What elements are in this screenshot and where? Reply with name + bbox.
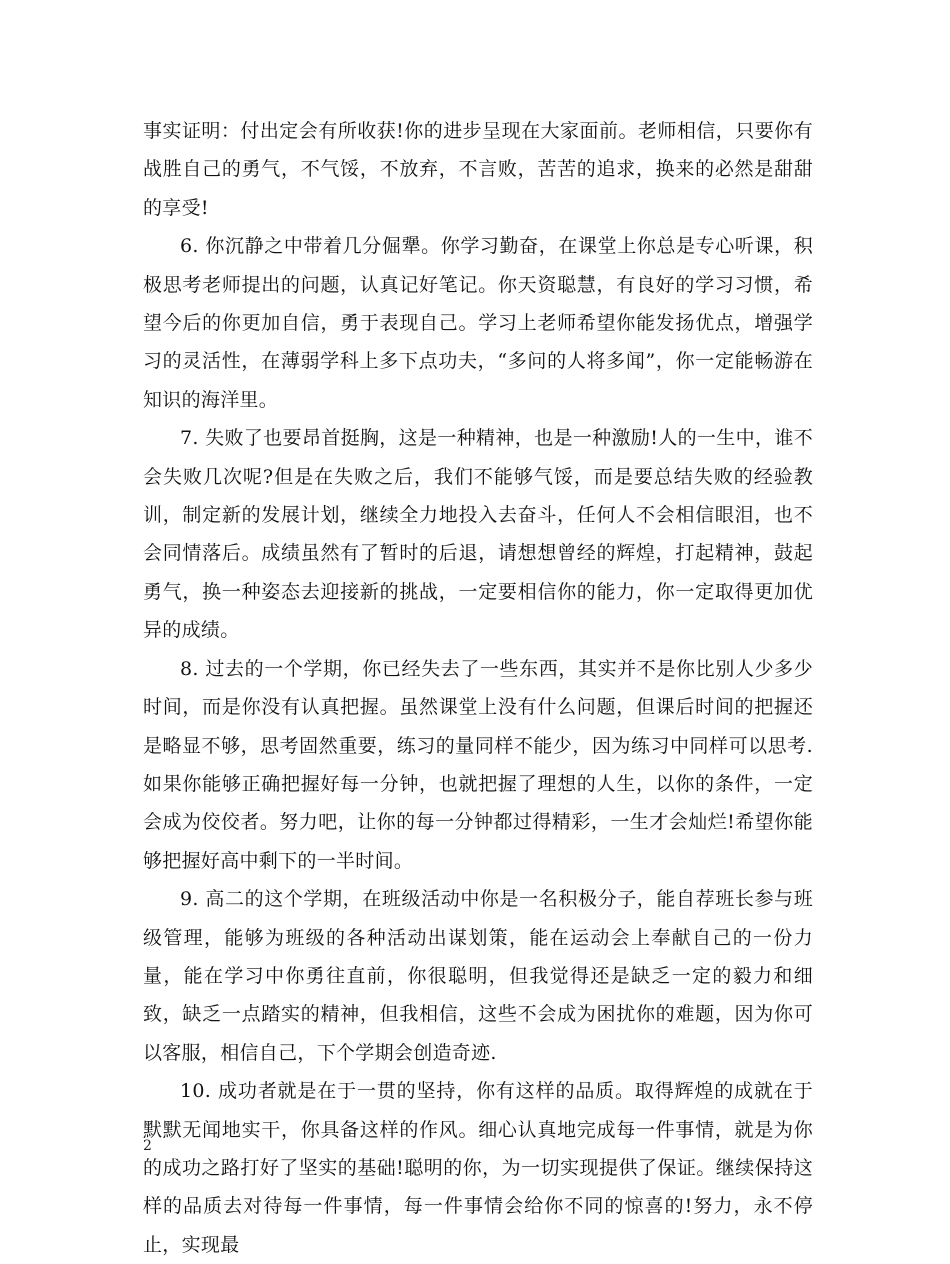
document-body [143, 112, 813, 1264]
paragraph-item-10: 10. 成功者就是在于一贯的坚持，你有这样的品质。取得辉煌的成就在于默默无闻地实干，你具备这样的作风。细心认真地完成每一件事情，就是为你的成功之路打好了坚实的基础!聪明的你，为一切实现提供了保证。继续保持这样的品质去对待每一件事情，每一件事情会给你不同的惊喜的!努力，永不停止，实现最 [143, 1080, 813, 1256]
paragraph-item-9: 9. 高二的这个学期，在班级活动中你是一名积极分子，能自荐班长参与班级管理，能够为班级的各种活动出谋划策，能在运动会上奉献自己的一份力量，能在学习中你勇往直前，你很聪明，但我觉得还是缺乏一定的毅力和细致，缺乏一点踏实的精神，但我相信，这些不会成为困扰你的难题，因为你可以客服，相信自己，下个学期会创造奇迹. [143, 888, 813, 1064]
paragraph-item-6: 6. 你沉静之中带着几分倔犟。你学习勤奋，在课堂上你总是专心听课，积极思考老师提出的问题，认真记好笔记。你天资聪慧，有良好的学习习惯，希望今后的你更加自信，勇于表现自己。学习上老师希望你能发扬优点，增强学习的灵活性，在薄弱学科上多下点功夫，“多问的人将多闻”，你一定能畅游在知识的海洋里。 [143, 235, 813, 411]
paragraph-item-8: 8. 过去的一个学期，你已经失去了一些东西，其实并不是你比别人少多少时间，而是你没有认真把握。虽然课堂上没有什么问题，但课后时间的把握还是略显不够，思考固然重要，练习的量同样不能少，因为练习中同样可以思考.如果你能够正确把握好每一分钟，也就把握了理想的人生，以你的条件，一定会成为佼佼者。努力吧，让你的每一分钟都过得精彩，一生才会灿烂!希望你能够把握好高中剩下的一半时间。 [143, 657, 813, 872]
paragraph-item-7: 7. 失败了也要昂首挺胸，这是一种精神，也是一种激励!人的一生中，谁不会失败几次呢?但是在失败之后，我们不能够气馁，而是要总结失败的经验教训，制定新的发展计划，继续全力地投入去奋斗，任何人不会相信眼泪，也不会同情落后。成绩虽然有了暂时的后退，请想想曾经的辉煌，打起精神，鼓起勇气，换一种姿态去迎接新的挑战，一定要相信你的能力，你一定取得更加优异的成绩。 [143, 427, 813, 642]
page-number: 2 [143, 1138, 152, 1154]
paragraph-continuation: 事实证明：付出定会有所收获!你的进步呈现在大家面前。老师相信，只要你有战胜自己的勇气，不气馁，不放弃，不言败，苦苦的追求，换来的必然是甜甜的享受! [143, 120, 813, 219]
